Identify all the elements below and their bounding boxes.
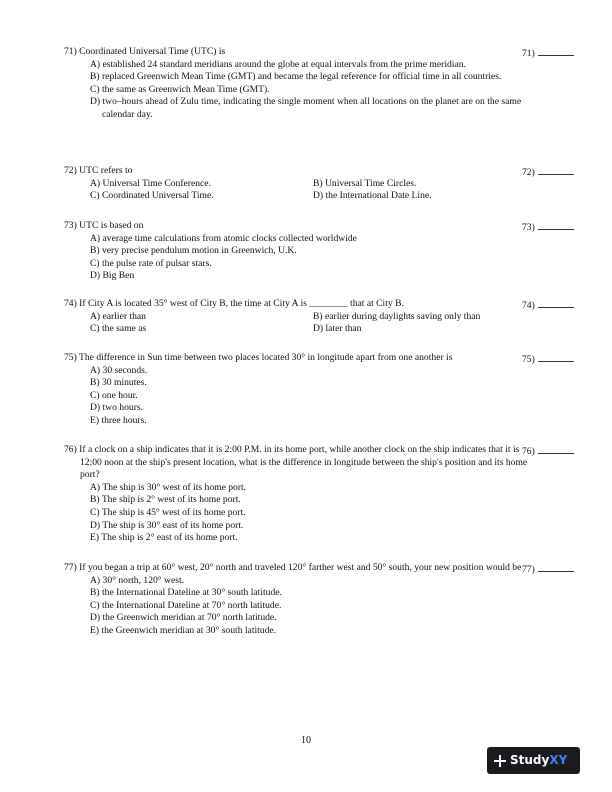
option[interactable]: A) 30° north, 120° west.	[90, 574, 185, 586]
option[interactable]: C) the same as Greenwich Mean Time (GMT).	[90, 83, 270, 95]
question-stem: 75) The difference in Sun time between two places located 30° in longitude apart from one another is	[64, 352, 453, 363]
option[interactable]: E) the Greenwich meridian at 30° south latitude.	[90, 624, 277, 636]
option[interactable]: D) The ship is 30° east of its home port.	[90, 519, 244, 531]
question-stem: 76) If a clock on a ship indicates that it is 2:00 P.M. in its home port, while another clock on the ship indicates that it is 12:00 noon at the ship's present location, what is the difference in longitude between the ship's position and its home port?	[64, 444, 528, 481]
logo-text-main: Study	[510, 753, 550, 768]
option[interactable]: B) very precise pendulum motion in Greenwich, U.K.	[90, 245, 297, 257]
answer-blank[interactable]	[522, 298, 594, 313]
answer-number: 75)	[522, 354, 535, 365]
question-stem: 72) UTC refers to	[64, 165, 133, 176]
plus-icon	[494, 755, 506, 767]
option[interactable]: A) established 24 standard meridians around the globe at equal intervals from the prime meridian.	[90, 58, 466, 70]
answer-number: 77)	[522, 564, 535, 575]
answer-blank[interactable]	[522, 444, 594, 459]
answer-number: 71)	[522, 48, 535, 59]
option[interactable]: C) the International Dateline at 70° north latitude.	[90, 599, 282, 611]
option[interactable]: A) 30 seconds.	[90, 364, 148, 376]
question-stem: 71) Coordinated Universal Time (UTC) is	[64, 46, 226, 57]
option[interactable]: D) two–hours ahead of Zulu time, indicating the single moment when all locations on the planet are on the same calendar day.	[90, 96, 522, 120]
option[interactable]: D) Big Ben	[90, 270, 135, 282]
option[interactable]: C) Coordinated Universal Time.	[90, 190, 214, 202]
studyxy-logo	[487, 747, 580, 774]
option[interactable]: B) The ship is 2° west of its home port.	[90, 494, 241, 506]
option[interactable]: C) the pulse rate of pulsar stars.	[90, 257, 212, 269]
option[interactable]: A) average time calculations from atomic clocks collected worldwide	[90, 232, 357, 244]
option[interactable]: B) Universal Time Circles.	[313, 177, 417, 189]
answer-blank[interactable]	[522, 46, 594, 61]
logo-text-accent: XY	[549, 753, 568, 768]
question-72	[64, 165, 594, 203]
question-stem: 73) UTC is based on	[64, 220, 144, 231]
answer-blank[interactable]	[522, 165, 594, 180]
option[interactable]: C) The ship is 45° west of its home port.	[90, 506, 246, 518]
answer-number: 73)	[522, 222, 535, 233]
answer-blank[interactable]	[522, 220, 594, 235]
option[interactable]: D) the International Date Line.	[313, 190, 432, 202]
answer-number: 74)	[522, 300, 535, 311]
question-76	[64, 444, 594, 545]
answer-number: 72)	[522, 167, 535, 178]
option[interactable]: C) one hour.	[90, 389, 138, 401]
question-74	[64, 298, 594, 336]
option[interactable]: A) The ship is 30° west of its home port.	[90, 481, 247, 493]
answer-number: 76)	[522, 446, 535, 457]
page-number: 10	[301, 735, 311, 746]
option[interactable]: A) Universal Time Conference.	[90, 177, 211, 189]
option[interactable]: D) the Greenwich meridian at 70° north latitude.	[90, 612, 277, 624]
question-75	[64, 352, 594, 428]
option[interactable]: D) two hours.	[90, 402, 144, 414]
option[interactable]: B) replaced Greenwich Mean Time (GMT) and became the legal reference for official time in all countries.	[90, 71, 502, 83]
question-73	[64, 220, 594, 283]
answer-blank[interactable]	[522, 352, 594, 367]
option[interactable]: B) the International Dateline at 30° south latitude.	[90, 587, 282, 599]
option[interactable]: C) the same as	[90, 323, 147, 335]
option[interactable]: E) The ship is 2° east of its home port.	[90, 532, 238, 544]
option[interactable]: A) earlier than	[90, 310, 146, 322]
question-stem: 74) If City A is located 35° west of City B, the time at City A is ________ that at City B.	[64, 298, 404, 309]
answer-blank[interactable]	[522, 562, 594, 577]
question-71	[64, 46, 594, 122]
question-stem: 77) If you began a trip at 60° west, 20° north and traveled 120° farther west and 50° south, your new position would be	[64, 562, 522, 573]
option[interactable]: E) three hours.	[90, 414, 147, 426]
option[interactable]: B) 30 minutes.	[90, 377, 147, 389]
option[interactable]: B) earlier during daylights saving only than	[313, 310, 481, 322]
option[interactable]: D) later than	[313, 323, 362, 335]
question-77	[64, 562, 594, 638]
